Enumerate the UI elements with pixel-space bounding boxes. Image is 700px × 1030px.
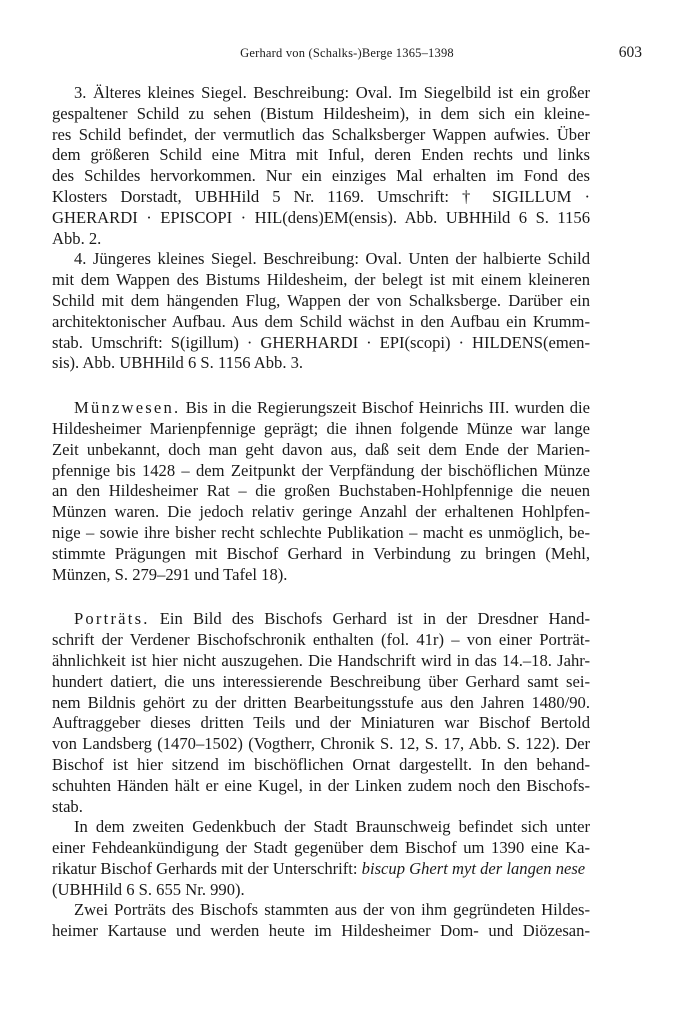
page-header — [52, 44, 642, 64]
text-line: In dem zweiten Gedenkbuch der Stadt Braunschweig befindet sich unter — [74, 817, 590, 837]
text-line: an den Hildesheimer Rat – die großen Buchstaben-Hohlpfennige die neuen — [52, 481, 590, 501]
text-fragment: Bis in die Regierungszeit Bischof Heinrichs III. wurden die — [180, 398, 590, 418]
text-line: sis). Abb. UBHHild 6 S. 1156 Abb. 3. — [52, 353, 304, 373]
text-line: Abb. 2. — [52, 228, 102, 248]
text-line: einer Fehdeankündigung der Stadt gegenüber dem Bischof um 1390 eine Ka- — [52, 838, 590, 858]
text-line: Hildesheimer Marienpfennige geprägt; die ihnen folgende Münze war lange — [52, 418, 590, 438]
text-line: pfennige bis 1428 – dem Zeitpunkt der Verpfändung der bischöflichen Münze — [52, 460, 590, 480]
section-heading-portraets: Porträts. — [74, 609, 150, 629]
text-line: Münzen waren. Die jedoch relativ geringe Anzahl der erhaltenen Hohlpfen- — [52, 502, 590, 522]
text-line: stab. Umschrift: S(igillum) · GHERHARDI · EPI(scopi) · HILDENS(emen- — [52, 332, 590, 352]
text-line — [52, 609, 590, 630]
text-line: Zeit unbekannt, doch man geht davon aus, daß seit dem Ende der Marien- — [52, 439, 590, 459]
text-line — [52, 398, 590, 419]
text-line: 4. Jüngeres kleines Siegel. Beschreibung: Oval. Unten der halbierte Schild — [74, 249, 590, 269]
text-line: hundert datiert, die uns interessierende Beschreibung über Gerhard samt sei- — [52, 671, 590, 691]
text-line: res Schild befindet, der vermutlich das Schalksberger Wappen aufwies. Über — [52, 124, 590, 144]
text-fragment: rikatur Bischof Gerhards mit der Unterschrift: — [52, 858, 362, 878]
text-line: GHERARDI · EPISCOPI · HIL(dens)EM(ensis). Abb. UBHHild 6 S. 1156 — [52, 207, 590, 227]
text-line: nem Bildnis gehört zu der dritten Bearbeitungsstufe aus den Jahren 1480/90. — [52, 692, 590, 712]
text-line: Auftraggeber dieses dritten Teils und der Miniaturen war Bischof Bertold — [52, 713, 590, 733]
text-line: von Landsberg (1470–1502) (Vogtherr, Chronik S. 12, S. 17, Abb. S. 122). Der — [52, 734, 590, 754]
page-number: 603 — [618, 44, 642, 61]
caricature-caption: biscup Ghert myt der langen nese — [361, 858, 586, 878]
text-line: Klosters Dorstadt, UBHHild 5 Nr. 1169. Umschrift: † SIGILLUM · — [52, 186, 590, 206]
text-line: ähnlichkeit ist hier nicht auszugehen. Die Handschrift wird in das 14.–18. Jahr- — [52, 650, 590, 670]
text-line: stimmte Prägungen mit Bischof Gerhard in Verbindung zu bringen (Mehl, — [52, 543, 590, 563]
text-line: des Schildes hervorkommen. Nur ein einziges Mal erhalten im Fond des — [52, 166, 590, 186]
text-line: gespaltener Schild zu sehen (Bistum Hildesheim), in dem sich ein kleine- — [52, 103, 590, 123]
text-line: schuhten Händen hält er eine Kugel, in der Linken zudem noch den Bischofs- — [52, 775, 590, 795]
text-line: mit dem Wappen des Bistums Hildesheim, der belegt ist mit einem kleineren — [52, 270, 590, 290]
text-fragment: Ein Bild des Bischofs Gerhard ist in der Dresdner Hand- — [149, 609, 590, 629]
text-line: (UBHHild 6 S. 655 Nr. 990). — [52, 879, 245, 899]
body-text — [52, 83, 590, 942]
running-title: Gerhard von (Schalks-)Berge 1365–1398 — [240, 46, 454, 60]
text-line: schrift der Verdener Bischofschronik enthalten (fol. 41r) – von einer Porträt- — [52, 630, 590, 650]
section-gap — [52, 374, 590, 398]
text-line: Münzen, S. 279–291 und Tafel 18). — [52, 564, 288, 584]
section-heading-muenzwesen: Münzwesen. — [74, 398, 181, 418]
text-line: nige – sowie ihre bisher recht schlechte Publikation – macht es unmöglich, be- — [52, 522, 590, 542]
text-line: Bischof ist hier sitzend im bischöflichen Ornat dargestellt. In den behand- — [52, 754, 590, 774]
text-line: Zwei Porträts des Bischofs stammten aus der von ihm gegründeten Hildes- — [74, 900, 590, 920]
text-line: Schild mit dem hängenden Flug, Wappen der von Schalksberge. Darüber ein — [52, 290, 590, 310]
section-gap — [52, 585, 590, 609]
text-line: heimer Kartause und werden heute im Hildesheimer Dom- und Diözesan- — [52, 921, 590, 941]
text-line: dem größeren Schild eine Mitra mit Inful, deren Enden rechts und links — [52, 145, 590, 165]
text-line: stab. — [52, 796, 83, 816]
text-line: 3. Älteres kleines Siegel. Beschreibung: Oval. Im Siegelbild ist ein großer — [74, 83, 590, 102]
text-line: architektonischer Aufbau. Aus dem Schild wächst in den Aufbau ein Krumm- — [52, 311, 590, 331]
text-line — [52, 859, 590, 880]
